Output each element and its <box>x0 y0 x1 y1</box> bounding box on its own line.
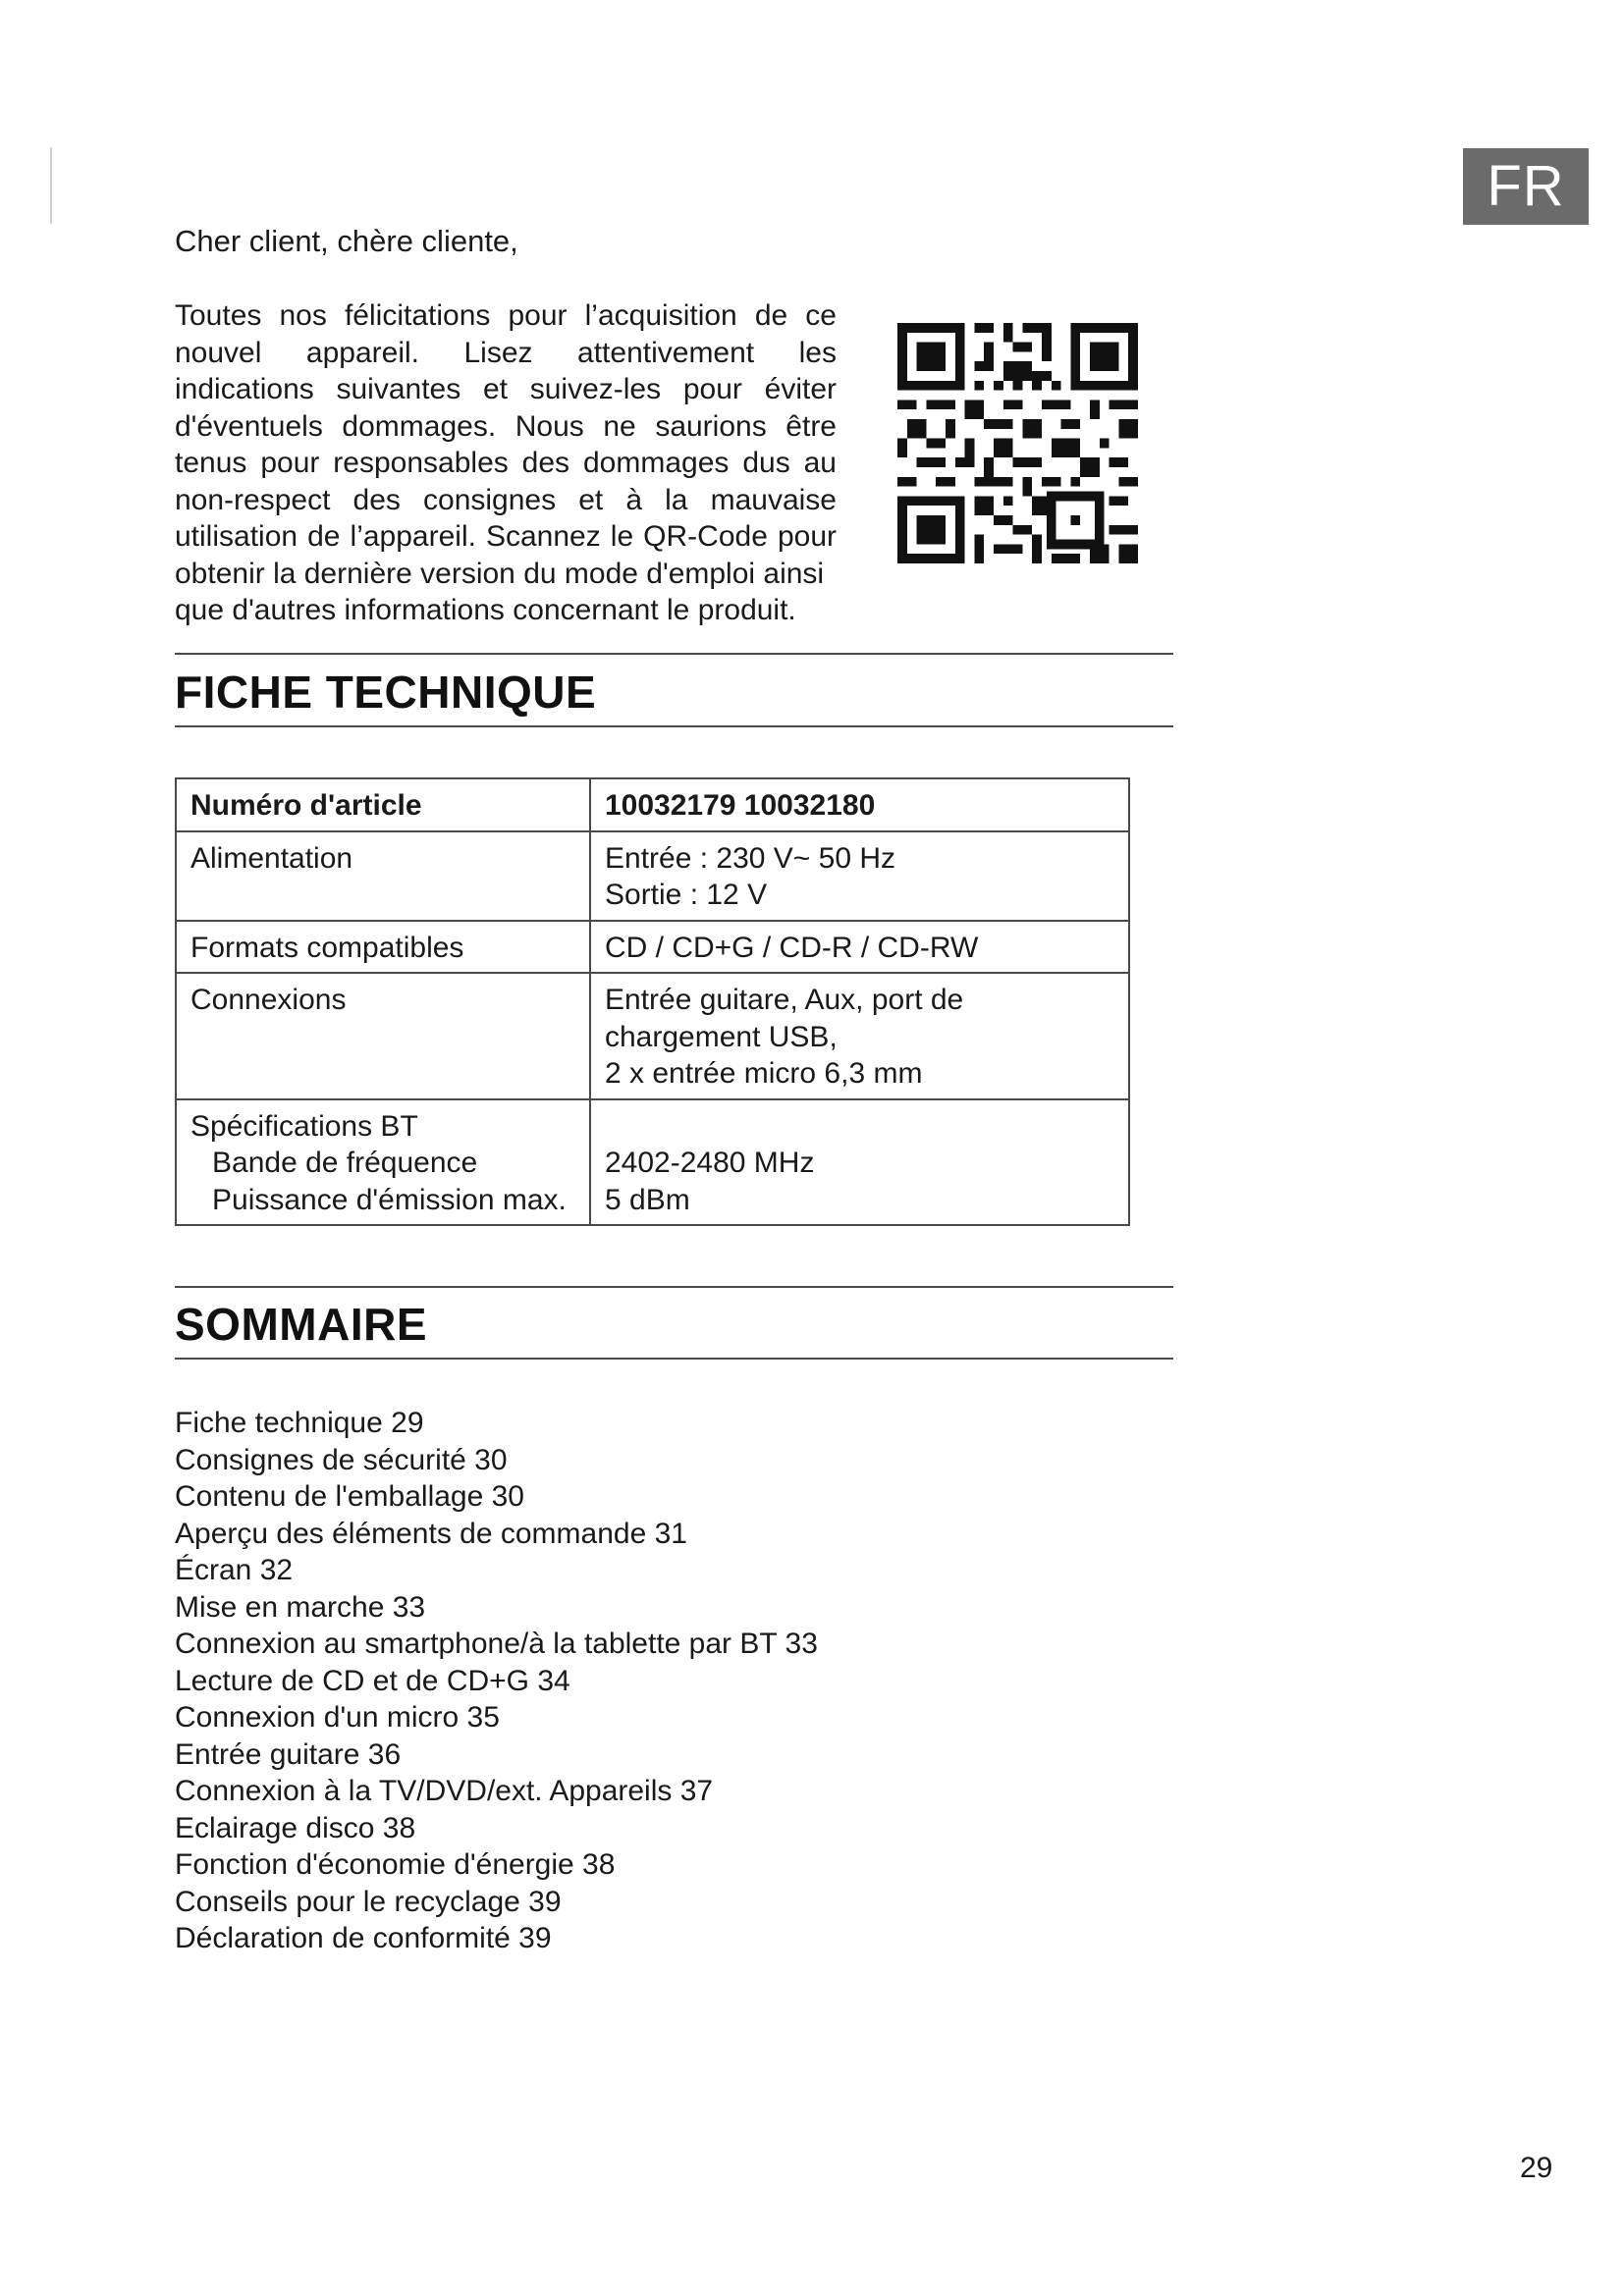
toc-item[interactable]: Mise en marche 33 <box>175 1590 426 1624</box>
section-rule-top <box>175 1286 1173 1288</box>
row-label: Spécifications BT <box>190 1109 418 1143</box>
table-cell <box>176 778 590 831</box>
table-cell <box>176 831 590 921</box>
toc-item[interactable]: Conseils pour le recyclage 39 <box>175 1885 562 1918</box>
row-value: Sortie : 12 V <box>605 879 768 911</box>
row-sublabel: Puissance d'émission max. <box>212 1183 567 1216</box>
row-value: 2402-2480 MHz <box>605 1147 815 1179</box>
toc-heading: SOMMAIRE <box>175 1299 427 1350</box>
table-row <box>176 973 1129 1099</box>
row-value: Entrée guitare, Aux, port de <box>605 984 964 1016</box>
table-cell <box>590 778 1129 831</box>
table-cell <box>176 921 590 974</box>
toc-list <box>175 1405 818 1957</box>
toc-item[interactable]: Entrée guitare 36 <box>175 1737 402 1771</box>
salutation: Cher client, chère cliente, <box>175 224 518 258</box>
toc-item[interactable]: Eclairage disco 38 <box>175 1811 416 1844</box>
section-rule-bottom <box>175 725 1173 727</box>
row-value: 5 dBm <box>605 1183 690 1216</box>
table-cell <box>590 921 1129 974</box>
specs-heading: FICHE TECHNIQUE <box>175 667 597 718</box>
row-value: CD / CD+G / CD-R / CD-RW <box>605 931 979 964</box>
row-value: Entrée : 230 V~ 50 Hz <box>605 841 896 875</box>
page-number: 29 <box>1520 2152 1553 2184</box>
table-row <box>176 831 1129 921</box>
row-label: Connexions <box>190 984 347 1016</box>
table-cell <box>590 831 1129 921</box>
row-value: 2 x entrée micro 6,3 mm <box>605 1057 923 1090</box>
toc-item[interactable]: Connexion au smartphone/à la tablette par BT 33 <box>175 1628 818 1660</box>
table-cell <box>590 973 1129 1099</box>
toc-item[interactable]: Déclaration de conformité 39 <box>175 1922 552 1954</box>
toc-item[interactable]: Aperçu des éléments de commande 31 <box>175 1517 687 1550</box>
toc-item[interactable]: Contenu de l'emballage 30 <box>175 1480 524 1513</box>
row-value: 10032179 10032180 <box>605 789 876 822</box>
row-label: Alimentation <box>190 841 353 875</box>
intro-body-last: que d'autres informations concernant le produit. <box>175 594 796 626</box>
toc-item[interactable]: Connexion d'un micro 35 <box>175 1701 500 1734</box>
language-badge: FR <box>1463 148 1589 225</box>
margin-mark <box>50 147 52 224</box>
table-cell <box>176 1099 590 1226</box>
toc-item[interactable]: Écran 32 <box>175 1554 294 1586</box>
toc-item[interactable]: Lecture de CD et de CD+G 34 <box>175 1664 570 1697</box>
row-value: chargement USB, <box>605 1020 838 1053</box>
toc-item[interactable]: Consignes de sécurité 30 <box>175 1443 508 1476</box>
toc-item[interactable]: Fiche technique 29 <box>175 1407 424 1439</box>
table-row <box>176 921 1129 974</box>
qr-code[interactable] <box>897 323 1138 563</box>
intro-body: Toutes nos félicitations pour l’acquisition de ce nouvel appareil. Lisez attentivement les indications suivantes et suivez-les pour éviter d'éventuels dommages. Nous ne saurions être tenus pour responsables des dommages dus au non-respect des consignes et à la mauvaise utilisation de l’appareil. Scannez le QR-Code pour obtenir la dernière version du mode d'emploi ainsi <box>175 299 837 590</box>
toc-item[interactable]: Connexion à la TV/DVD/ext. Appareils 37 <box>175 1775 714 1807</box>
table-cell <box>176 973 590 1099</box>
row-label: Formats compatibles <box>190 931 464 964</box>
toc-item[interactable]: Fonction d'économie d'énergie 38 <box>175 1848 616 1881</box>
section-rule-bottom <box>175 1358 1173 1360</box>
table-row <box>176 1099 1129 1226</box>
row-label: Numéro d'article <box>190 789 422 822</box>
section-rule-top <box>175 653 1173 655</box>
table-cell <box>590 1099 1129 1226</box>
row-sublabel: Bande de fréquence <box>212 1147 478 1179</box>
intro-paragraph <box>175 297 837 629</box>
table-row <box>176 778 1129 831</box>
specs-table <box>175 777 1130 1226</box>
